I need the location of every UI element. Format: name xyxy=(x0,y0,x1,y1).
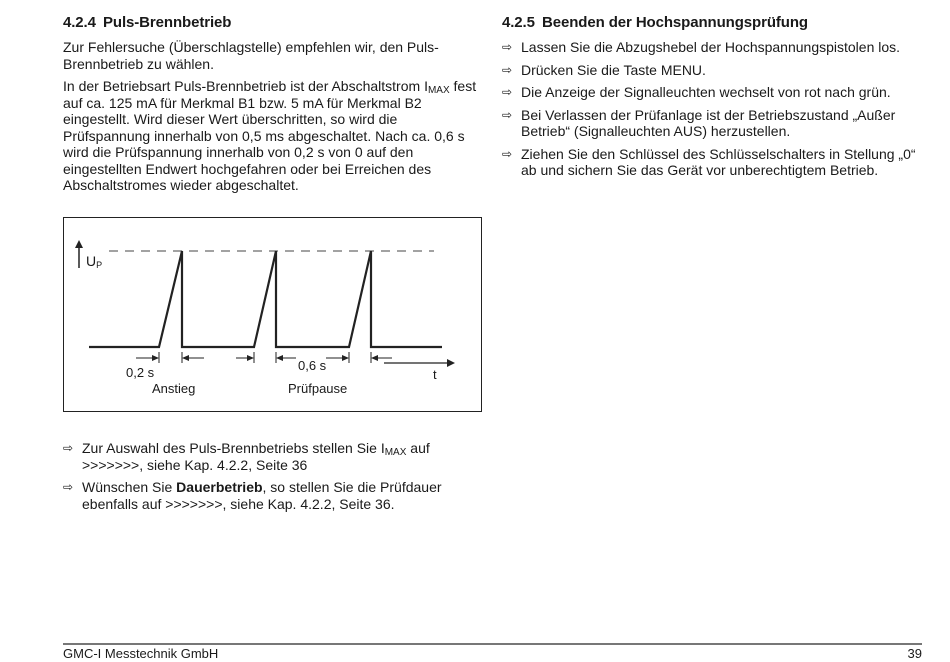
pulse-waveform xyxy=(64,218,483,413)
list-item xyxy=(502,107,922,140)
item-text: Die Anzeige der Signalleuchten wechselt von rot nach grün. xyxy=(521,84,891,100)
arrow-right-icon: ⇨ xyxy=(502,85,513,99)
paragraph-operating-mode xyxy=(63,78,483,194)
footer-divider xyxy=(63,643,922,645)
paragraph-troubleshooting: Zur Fehlersuche (Überschlagstelle) empfehlen wir, den Puls-Brennbetrieb zu wählen. xyxy=(63,39,439,72)
imax-subscript: MAX xyxy=(427,85,450,96)
arrow-right-icon: ⇨ xyxy=(502,62,513,77)
section-heading xyxy=(63,14,483,31)
list-item xyxy=(502,146,922,179)
pause-time-label: 0,6 s xyxy=(298,358,327,373)
list-item xyxy=(63,440,483,473)
para-text: In der Betriebsart Puls-Brennbetrieb ist der Abschaltstrom xyxy=(63,78,425,94)
list-item xyxy=(63,479,483,512)
arrow-right-icon: ⇨ xyxy=(502,146,513,161)
item-text-cont: auf >>>>>>>, siehe Kap. 4.2.2, Seite 36 xyxy=(82,440,430,473)
list-item xyxy=(502,84,922,101)
item-text-cont: , so stellen Sie die Prüfdauer ebenfalls auf >>>>>>>, siehe Kap. 4.2.2, Seite 36. xyxy=(82,479,442,512)
imax-subscript: MAX xyxy=(384,447,407,458)
heading-title: Beenden der Hochspannungsprüfung xyxy=(542,14,808,31)
waveform-line xyxy=(89,251,442,347)
footer-company: GMC-I Messtechnik GmbH xyxy=(63,646,219,661)
arrow-right-icon: ⇨ xyxy=(502,107,513,122)
pause-label: Prüfpause xyxy=(288,381,348,396)
rise-label: Anstieg xyxy=(152,381,196,396)
list-item xyxy=(502,62,922,79)
y-axis-arrowhead xyxy=(75,240,83,248)
up-label: $U_P$ xyxy=(86,253,103,270)
para-text-cont: fest auf ca. 125 mA für Merkmal B1 bzw. 5 mA für Merkmal B2 eingestellt. Wird dieser Wert überschritten, so wird die Prüfspannung innerhalb von 0,5 ms abgeschaltet. Nach ca. 0,6 s wird die Prüfspannung innerhalb von 0,2 s von 0 auf den eingestellten Endwert hochgefahren oder bei Erreichen des Abschaltstromes wieder abgeschaltet. xyxy=(63,78,477,193)
list-item xyxy=(502,39,922,56)
page-number: 39 xyxy=(907,646,922,661)
rise-time-label: 0,2 s xyxy=(126,365,155,380)
heading-number: 4.2.4 xyxy=(63,14,96,31)
item-bold-term: Dauerbetrieb xyxy=(176,479,263,495)
section-4-2-5 xyxy=(502,14,922,185)
arrow-right-icon: ⇨ xyxy=(63,441,74,455)
t-axis-arrowhead xyxy=(447,359,455,367)
arrow-right-icon: ⇨ xyxy=(502,40,513,54)
arrow-right-icon: ⇨ xyxy=(63,480,74,494)
item-text: Lassen Sie die Abzugshebel der Hochspannungspistolen los. xyxy=(521,39,901,55)
t-label: t xyxy=(433,367,437,382)
section-4-2-4 xyxy=(63,14,483,200)
bullet-list-left xyxy=(63,440,483,518)
imax-symbol: I xyxy=(424,78,428,94)
heading-title: Puls-Brennbetrieb xyxy=(103,14,232,31)
item-text: Wünschen Sie xyxy=(82,479,177,495)
pulse-diagram xyxy=(63,217,482,412)
item-text: Ziehen Sie den Schlüssel des Schlüsselschalters in Stellung „0“ ab und sichern Sie das Gerät vor unberechtigtem Betrieb. xyxy=(521,145,916,178)
item-text: Bei Verlassen der Prüfanlage ist der Betriebszustand „Außer Betrieb“ (Signalleuchten AUS) herzustellen. xyxy=(521,106,896,139)
item-text: Zur Auswahl des Puls-Brennbetriebs stellen Sie I xyxy=(82,440,385,456)
section-heading xyxy=(502,14,922,31)
item-text: Drücken Sie die Taste MENU. xyxy=(521,61,706,78)
heading-number: 4.2.5 xyxy=(502,14,535,31)
